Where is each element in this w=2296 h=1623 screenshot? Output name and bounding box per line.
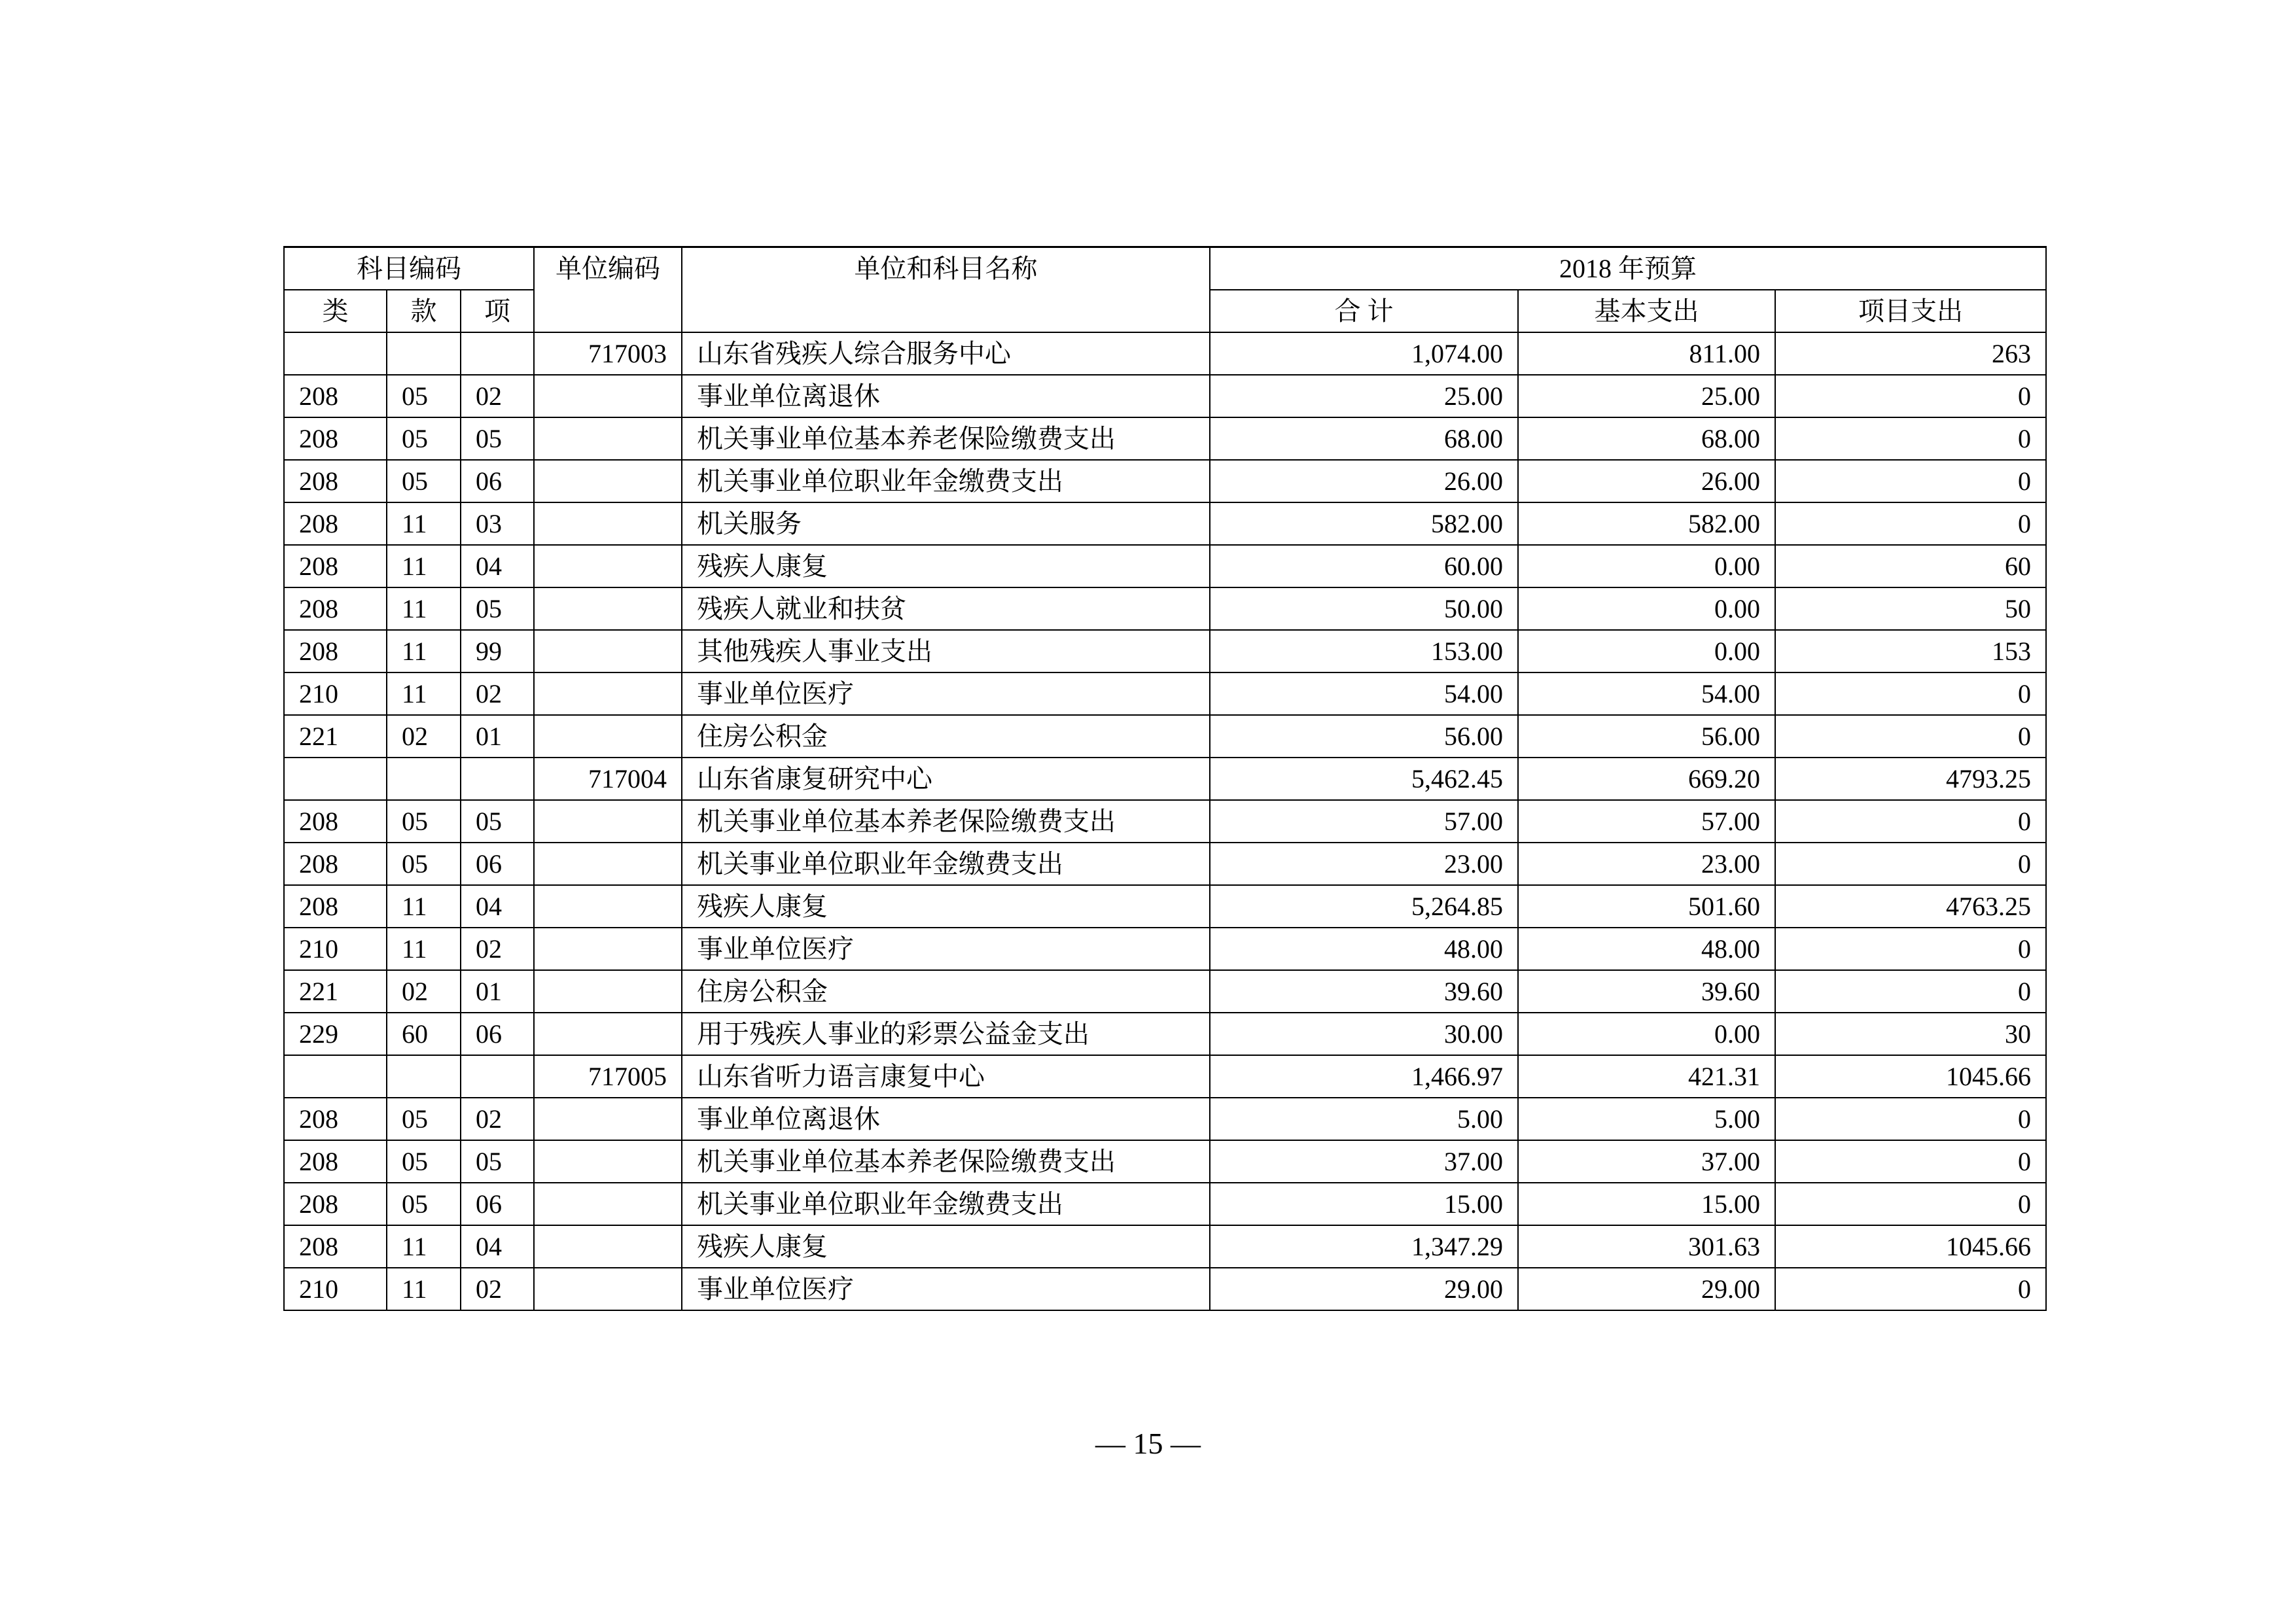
cell-xiang: 02	[461, 928, 534, 970]
table-header	[284, 247, 2046, 333]
cell-unit-code	[534, 800, 682, 843]
cell-kuan: 11	[387, 545, 461, 587]
header-lei: 类	[284, 290, 387, 332]
cell-unit-code	[534, 672, 682, 715]
cell-unit-code	[534, 630, 682, 672]
cell-total: 26.00	[1210, 460, 1518, 502]
cell-project: 4763.25	[1775, 885, 2046, 928]
table-row	[284, 587, 2046, 630]
cell-lei: 208	[284, 417, 387, 460]
cell-basic: 421.31	[1518, 1055, 1775, 1098]
cell-project: 0	[1775, 417, 2046, 460]
cell-lei: 210	[284, 928, 387, 970]
cell-xiang: 02	[461, 672, 534, 715]
cell-unit-code	[534, 1268, 682, 1310]
cell-project: 0	[1775, 1140, 2046, 1183]
cell-lei: 221	[284, 970, 387, 1013]
cell-basic: 56.00	[1518, 715, 1775, 758]
header-budget-year: 2018 年预算	[1210, 247, 2046, 290]
cell-basic: 39.60	[1518, 970, 1775, 1013]
cell-xiang: 02	[461, 1268, 534, 1310]
cell-lei: 208	[284, 843, 387, 885]
cell-basic: 501.60	[1518, 885, 1775, 928]
budget-table	[283, 246, 2047, 1311]
cell-kuan: 02	[387, 970, 461, 1013]
table-row	[284, 460, 2046, 502]
cell-project: 1045.66	[1775, 1225, 2046, 1268]
table-row	[284, 545, 2046, 587]
cell-xiang: 03	[461, 502, 534, 545]
cell-basic: 0.00	[1518, 545, 1775, 587]
cell-kuan: 05	[387, 417, 461, 460]
cell-unit-code	[534, 970, 682, 1013]
unit-row	[284, 758, 2046, 800]
cell-lei: 210	[284, 1268, 387, 1310]
table-row	[284, 1013, 2046, 1055]
cell-project: 0	[1775, 460, 2046, 502]
cell-lei: 208	[284, 630, 387, 672]
cell-xiang: 01	[461, 715, 534, 758]
table-row	[284, 672, 2046, 715]
table-row	[284, 885, 2046, 928]
cell-name: 事业单位离退休	[682, 1098, 1210, 1140]
cell-unit-code: 717005	[534, 1055, 682, 1098]
header-xiang: 项	[461, 290, 534, 332]
cell-project: 0	[1775, 843, 2046, 885]
table-row	[284, 1140, 2046, 1183]
cell-unit-code	[534, 1098, 682, 1140]
cell-name: 残疾人就业和扶贫	[682, 587, 1210, 630]
cell-kuan: 11	[387, 1268, 461, 1310]
cell-project: 0	[1775, 1098, 2046, 1140]
cell-kuan: 11	[387, 1225, 461, 1268]
cell-xiang: 02	[461, 375, 534, 417]
cell-total: 48.00	[1210, 928, 1518, 970]
cell-basic: 48.00	[1518, 928, 1775, 970]
cell-lei: 208	[284, 375, 387, 417]
cell-name: 机关事业单位基本养老保险缴费支出	[682, 1140, 1210, 1183]
table-body	[284, 332, 2046, 1310]
cell-name: 住房公积金	[682, 715, 1210, 758]
cell-project: 0	[1775, 970, 2046, 1013]
cell-name: 机关服务	[682, 502, 1210, 545]
cell-name: 机关事业单位基本养老保险缴费支出	[682, 417, 1210, 460]
cell-basic: 0.00	[1518, 630, 1775, 672]
cell-lei: 208	[284, 1225, 387, 1268]
unit-row	[284, 332, 2046, 375]
cell-unit-code	[534, 587, 682, 630]
cell-lei: 208	[284, 587, 387, 630]
cell-name: 其他残疾人事业支出	[682, 630, 1210, 672]
cell-total: 1,074.00	[1210, 332, 1518, 375]
cell-basic: 29.00	[1518, 1268, 1775, 1310]
cell-total: 54.00	[1210, 672, 1518, 715]
table-row	[284, 375, 2046, 417]
cell-xiang: 05	[461, 417, 534, 460]
table-row	[284, 630, 2046, 672]
header-project: 项目支出	[1775, 290, 2046, 332]
cell-name: 事业单位医疗	[682, 672, 1210, 715]
cell-project: 0	[1775, 715, 2046, 758]
cell-xiang: 05	[461, 587, 534, 630]
cell-unit-code	[534, 502, 682, 545]
table-row	[284, 970, 2046, 1013]
table-row	[284, 843, 2046, 885]
cell-total: 56.00	[1210, 715, 1518, 758]
cell-xiang: 99	[461, 630, 534, 672]
header-kuan: 款	[387, 290, 461, 332]
cell-name: 残疾人康复	[682, 1225, 1210, 1268]
cell-unit-code	[534, 1140, 682, 1183]
cell-unit-code	[534, 1183, 682, 1225]
cell-name: 山东省听力语言康复中心	[682, 1055, 1210, 1098]
cell-kuan: 11	[387, 928, 461, 970]
cell-lei	[284, 332, 387, 375]
cell-project: 0	[1775, 375, 2046, 417]
cell-kuan	[387, 332, 461, 375]
cell-kuan: 11	[387, 587, 461, 630]
header-basic: 基本支出	[1518, 290, 1775, 332]
cell-basic: 37.00	[1518, 1140, 1775, 1183]
cell-basic: 301.63	[1518, 1225, 1775, 1268]
table-row	[284, 800, 2046, 843]
cell-name: 机关事业单位职业年金缴费支出	[682, 843, 1210, 885]
cell-total: 582.00	[1210, 502, 1518, 545]
cell-basic: 669.20	[1518, 758, 1775, 800]
cell-kuan: 05	[387, 1140, 461, 1183]
header-total: 合 计	[1210, 290, 1518, 332]
cell-lei: 208	[284, 1183, 387, 1225]
cell-lei: 210	[284, 672, 387, 715]
unit-row	[284, 1055, 2046, 1098]
cell-kuan: 05	[387, 843, 461, 885]
cell-lei: 208	[284, 800, 387, 843]
header-unit-subject-name: 单位和科目名称	[682, 247, 1210, 333]
cell-name: 机关事业单位职业年金缴费支出	[682, 460, 1210, 502]
cell-project: 153	[1775, 630, 2046, 672]
cell-basic: 0.00	[1518, 587, 1775, 630]
cell-project: 0	[1775, 800, 2046, 843]
cell-unit-code	[534, 545, 682, 587]
cell-basic: 5.00	[1518, 1098, 1775, 1140]
cell-name: 山东省残疾人综合服务中心	[682, 332, 1210, 375]
cell-name: 残疾人康复	[682, 545, 1210, 587]
cell-unit-code: 717003	[534, 332, 682, 375]
cell-project: 0	[1775, 502, 2046, 545]
cell-xiang	[461, 332, 534, 375]
cell-lei: 208	[284, 545, 387, 587]
cell-lei: 208	[284, 885, 387, 928]
cell-kuan: 11	[387, 502, 461, 545]
table-row	[284, 715, 2046, 758]
cell-name: 山东省康复研究中心	[682, 758, 1210, 800]
cell-xiang: 04	[461, 1225, 534, 1268]
cell-lei	[284, 1055, 387, 1098]
table-row	[284, 417, 2046, 460]
cell-kuan	[387, 758, 461, 800]
cell-unit-code	[534, 1013, 682, 1055]
cell-basic: 15.00	[1518, 1183, 1775, 1225]
cell-unit-code	[534, 460, 682, 502]
cell-basic: 582.00	[1518, 502, 1775, 545]
cell-total: 1,347.29	[1210, 1225, 1518, 1268]
cell-kuan: 02	[387, 715, 461, 758]
header-subject-code: 科目编码	[284, 247, 534, 290]
cell-kuan: 11	[387, 630, 461, 672]
cell-total: 25.00	[1210, 375, 1518, 417]
cell-xiang: 06	[461, 460, 534, 502]
table-row	[284, 502, 2046, 545]
cell-basic: 25.00	[1518, 375, 1775, 417]
cell-lei: 208	[284, 460, 387, 502]
cell-total: 23.00	[1210, 843, 1518, 885]
cell-unit-code: 717004	[534, 758, 682, 800]
cell-name: 机关事业单位基本养老保险缴费支出	[682, 800, 1210, 843]
cell-lei: 208	[284, 1098, 387, 1140]
cell-xiang: 02	[461, 1098, 534, 1140]
cell-unit-code	[534, 1225, 682, 1268]
cell-lei: 221	[284, 715, 387, 758]
cell-xiang: 06	[461, 1013, 534, 1055]
table-row	[284, 928, 2046, 970]
cell-project: 0	[1775, 1183, 2046, 1225]
cell-xiang: 06	[461, 843, 534, 885]
cell-name: 用于残疾人事业的彩票公益金支出	[682, 1013, 1210, 1055]
cell-kuan: 05	[387, 460, 461, 502]
cell-unit-code	[534, 885, 682, 928]
page-number: — 15 —	[1095, 1427, 1201, 1460]
cell-total: 50.00	[1210, 587, 1518, 630]
cell-lei: 208	[284, 502, 387, 545]
cell-project: 1045.66	[1775, 1055, 2046, 1098]
cell-project: 0	[1775, 928, 2046, 970]
cell-unit-code	[534, 843, 682, 885]
cell-basic: 54.00	[1518, 672, 1775, 715]
cell-basic: 23.00	[1518, 843, 1775, 885]
cell-total: 30.00	[1210, 1013, 1518, 1055]
cell-name: 事业单位医疗	[682, 928, 1210, 970]
cell-total: 37.00	[1210, 1140, 1518, 1183]
cell-name: 住房公积金	[682, 970, 1210, 1013]
cell-lei: 208	[284, 1140, 387, 1183]
cell-xiang: 04	[461, 885, 534, 928]
cell-total: 29.00	[1210, 1268, 1518, 1310]
cell-xiang: 05	[461, 1140, 534, 1183]
cell-project: 30	[1775, 1013, 2046, 1055]
cell-xiang	[461, 758, 534, 800]
cell-total: 39.60	[1210, 970, 1518, 1013]
cell-lei	[284, 758, 387, 800]
cell-total: 1,466.97	[1210, 1055, 1518, 1098]
cell-total: 153.00	[1210, 630, 1518, 672]
cell-xiang: 01	[461, 970, 534, 1013]
cell-kuan: 05	[387, 1098, 461, 1140]
cell-kuan: 60	[387, 1013, 461, 1055]
cell-unit-code	[534, 417, 682, 460]
cell-name: 机关事业单位职业年金缴费支出	[682, 1183, 1210, 1225]
cell-basic: 811.00	[1518, 332, 1775, 375]
cell-basic: 26.00	[1518, 460, 1775, 502]
cell-total: 5.00	[1210, 1098, 1518, 1140]
header-unit-code: 单位编码	[534, 247, 682, 333]
table-row	[284, 1098, 2046, 1140]
cell-name: 残疾人康复	[682, 885, 1210, 928]
cell-total: 5,462.45	[1210, 758, 1518, 800]
cell-xiang: 05	[461, 800, 534, 843]
cell-total: 68.00	[1210, 417, 1518, 460]
cell-kuan: 11	[387, 885, 461, 928]
cell-total: 57.00	[1210, 800, 1518, 843]
cell-project: 0	[1775, 672, 2046, 715]
cell-project: 50	[1775, 587, 2046, 630]
cell-xiang: 06	[461, 1183, 534, 1225]
cell-kuan	[387, 1055, 461, 1098]
cell-lei: 229	[284, 1013, 387, 1055]
cell-unit-code	[534, 928, 682, 970]
cell-project: 0	[1775, 1268, 2046, 1310]
table-row	[284, 1268, 2046, 1310]
cell-xiang: 04	[461, 545, 534, 587]
cell-kuan: 11	[387, 672, 461, 715]
cell-basic: 0.00	[1518, 1013, 1775, 1055]
table-row	[284, 1225, 2046, 1268]
cell-project: 60	[1775, 545, 2046, 587]
cell-kuan: 05	[387, 375, 461, 417]
cell-basic: 68.00	[1518, 417, 1775, 460]
cell-name: 事业单位离退休	[682, 375, 1210, 417]
cell-unit-code	[534, 375, 682, 417]
cell-project: 4793.25	[1775, 758, 2046, 800]
cell-xiang	[461, 1055, 534, 1098]
cell-kuan: 05	[387, 800, 461, 843]
cell-total: 15.00	[1210, 1183, 1518, 1225]
table-row	[284, 1183, 2046, 1225]
cell-total: 5,264.85	[1210, 885, 1518, 928]
cell-kuan: 05	[387, 1183, 461, 1225]
cell-basic: 57.00	[1518, 800, 1775, 843]
cell-total: 60.00	[1210, 545, 1518, 587]
cell-project: 263	[1775, 332, 2046, 375]
cell-unit-code	[534, 715, 682, 758]
cell-name: 事业单位医疗	[682, 1268, 1210, 1310]
